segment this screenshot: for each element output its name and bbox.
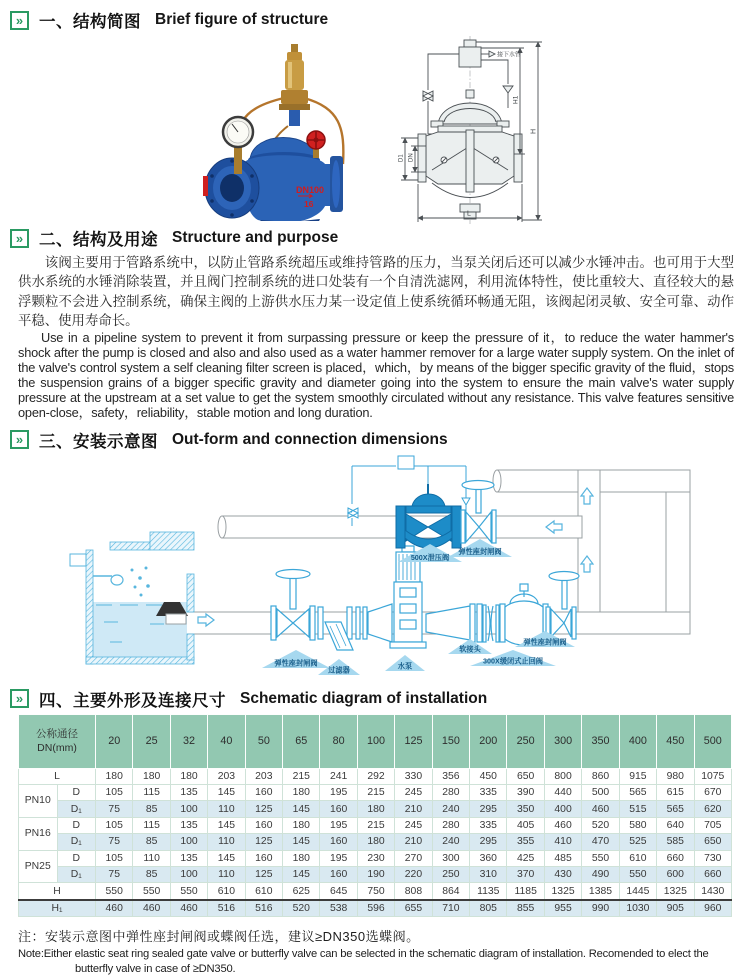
dimension-value: 460 (582, 801, 619, 817)
dimension-value: 145 (283, 834, 320, 850)
dimension-value: 550 (170, 883, 207, 900)
dimension-value: 410 (544, 834, 581, 850)
dimension-value: 485 (544, 850, 581, 866)
dimension-value: 145 (283, 866, 320, 882)
dn-column-header: 150 (432, 714, 469, 768)
row-label: L (19, 768, 96, 784)
dimension-value: 490 (582, 866, 619, 882)
dim-h1-label: H1 (512, 95, 520, 104)
dimension-value: 195 (320, 785, 357, 801)
dimension-value: 110 (208, 801, 245, 817)
note-zh: 注：安装示意图中弹性座封闸阀或蝶阀任选，建议≥DN350选蝶阀。 (18, 929, 420, 945)
row-label: H₁ (19, 900, 96, 917)
schematic-label: 水泵 (397, 661, 413, 671)
dimension-value: 350 (507, 801, 544, 817)
dimension-value: 85 (133, 866, 170, 882)
pn-group-label: PN16 (19, 817, 58, 850)
dimension-value: 280 (432, 817, 469, 833)
dn-column-header: 25 (133, 714, 170, 768)
dn-column-header: 80 (320, 714, 357, 768)
dimension-value: 370 (507, 866, 544, 882)
dimension-value: 460 (170, 900, 207, 917)
dimension-value: 105 (96, 817, 133, 833)
dn-column-header: 40 (208, 714, 245, 768)
dimension-value: 585 (657, 834, 694, 850)
dimension-value: 516 (245, 900, 282, 917)
row-label: D (57, 785, 96, 801)
row-label: H (19, 883, 96, 900)
dn-column-header: 250 (507, 714, 544, 768)
schematic-label: 过滤器 (328, 665, 350, 675)
dimension-value: 980 (657, 768, 694, 784)
dimension-value: 460 (96, 900, 133, 917)
dimension-value: 135 (170, 785, 207, 801)
dimension-value: 1030 (619, 900, 656, 917)
dn-column-header: 125 (395, 714, 432, 768)
dimension-value: 645 (320, 883, 357, 900)
schematic-label: 300X缓闭式止回阀 (483, 656, 543, 666)
table-corner-header: 公称通径 DN(mm) (19, 714, 96, 768)
dimension-value: 210 (395, 834, 432, 850)
dimension-value: 210 (395, 801, 432, 817)
schematic-label: 软接头 (459, 644, 481, 654)
dn-column-header: 300 (544, 714, 581, 768)
dimension-value: 125 (245, 866, 282, 882)
purpose-text-zh: 该阀主要用于管路系统中，以防止管路系统超压或维持管路的压力，当泵关闭后还可以减少水锤冲击。也可用于大型供水系统的水锤消除装置，并且阀门控制系统的进口处装有一个自清洗滤网，利用流体特性，使比重较大、直径较大的悬浮颗粒不会进入控制系统，确保主阀的上游供水压力某一设定值上使系统循环畅通无阻，该阀起闭灵敏、安全可靠、动作平稳、使用寿命长。 (18, 255, 734, 328)
dimension-value: 610 (208, 883, 245, 900)
dn-column-header: 100 (357, 714, 394, 768)
table-row (19, 817, 732, 833)
dimension-value: 550 (582, 850, 619, 866)
dimension-value: 145 (208, 850, 245, 866)
dimension-value: 356 (432, 768, 469, 784)
dn-column-header: 450 (657, 714, 694, 768)
dimension-value: 270 (395, 850, 432, 866)
valve-photo (192, 36, 372, 221)
dimension-value: 180 (133, 768, 170, 784)
dimension-value: 450 (470, 768, 507, 784)
dimension-value: 640 (657, 817, 694, 833)
dimension-value: 650 (507, 768, 544, 784)
dimension-value: 100 (170, 801, 207, 817)
dimension-value: 115 (133, 785, 170, 801)
dimension-value: 610 (619, 850, 656, 866)
dimension-value: 550 (619, 866, 656, 882)
dim-h-label: H (530, 128, 538, 134)
schematic-label: 弹性座封闸阀 (274, 658, 318, 668)
dimension-value: 105 (96, 850, 133, 866)
dimension-value: 330 (395, 768, 432, 784)
dimension-value: 1385 (582, 883, 619, 900)
dimension-value: 75 (96, 866, 133, 882)
dimension-value: 805 (470, 900, 507, 917)
dimension-value: 160 (245, 850, 282, 866)
dimension-value: 160 (245, 785, 282, 801)
dimension-value: 135 (170, 850, 207, 866)
dimension-value: 655 (395, 900, 432, 917)
dn-column-header: 200 (470, 714, 507, 768)
row-label: D₁ (57, 834, 96, 850)
dimension-value: 905 (657, 900, 694, 917)
section-2-title (10, 226, 750, 250)
dn-column-header: 65 (283, 714, 320, 768)
table-row (19, 866, 732, 882)
table-row (19, 900, 732, 917)
schematic-label: 弹性座封闸阀 (523, 637, 567, 647)
dimension-value: 180 (283, 850, 320, 866)
dimension-value: 85 (133, 834, 170, 850)
dimension-value: 520 (582, 817, 619, 833)
dimension-value: 516 (208, 900, 245, 917)
pn-group-label: PN25 (19, 850, 58, 883)
dimension-value: 215 (357, 785, 394, 801)
dimension-value: 730 (694, 850, 732, 866)
section-3-title-zh: 三、安装示意图 (39, 432, 158, 451)
dimension-value: 460 (544, 817, 581, 833)
dimension-value: 145 (283, 801, 320, 817)
dimension-value: 1325 (544, 883, 581, 900)
dimension-value: 460 (133, 900, 170, 917)
dimension-value: 425 (507, 850, 544, 866)
dimension-value: 180 (283, 785, 320, 801)
dimension-value: 550 (96, 883, 133, 900)
dimension-value: 990 (582, 900, 619, 917)
dimension-value: 596 (357, 900, 394, 917)
dn-column-header: 50 (245, 714, 282, 768)
dimension-value: 538 (320, 900, 357, 917)
dimension-value: 550 (133, 883, 170, 900)
dimension-value: 180 (357, 834, 394, 850)
table-row (19, 785, 732, 801)
valve-cross-section-drawing (388, 34, 573, 226)
section-3-title (10, 428, 750, 452)
dimension-value: 335 (470, 817, 507, 833)
dimension-value: 600 (657, 866, 694, 882)
dimension-value: 250 (432, 866, 469, 882)
dimension-value: 960 (694, 900, 732, 917)
dimension-value: 190 (357, 866, 394, 882)
dimension-value: 110 (208, 834, 245, 850)
dimension-value: 240 (432, 834, 469, 850)
valve-marking-pn: 16 (304, 199, 314, 209)
section-2-title-en: Structure and purpose (172, 229, 339, 246)
dimension-value: 705 (694, 817, 732, 833)
dimension-value: 115 (133, 817, 170, 833)
dimension-value: 360 (470, 850, 507, 866)
dimension-value: 180 (283, 817, 320, 833)
dim-dn-label: DN (408, 153, 415, 162)
dimension-value: 180 (170, 768, 207, 784)
dimension-value: 1445 (619, 883, 656, 900)
dimension-value: 405 (507, 817, 544, 833)
dim-d1-label: D1 (398, 154, 405, 162)
dimension-value: 855 (507, 900, 544, 917)
pn-group-label: PN10 (19, 785, 58, 818)
dimension-value: 625 (283, 883, 320, 900)
section-1-title-zh: 一、结构简图 (39, 13, 141, 31)
table-row (19, 850, 732, 866)
dimension-value: 430 (544, 866, 581, 882)
dimension-value: 520 (283, 900, 320, 917)
purpose-paragraphs (18, 253, 734, 421)
dimension-value: 292 (357, 768, 394, 784)
dimension-value: 565 (619, 785, 656, 801)
dimension-value: 400 (544, 801, 581, 817)
dimension-value: 160 (245, 817, 282, 833)
dimension-value: 241 (320, 768, 357, 784)
dimension-value: 390 (507, 785, 544, 801)
schematic-label: 弹性座封闸阀 (458, 546, 502, 556)
row-label: D (57, 850, 96, 866)
dimension-value: 125 (245, 834, 282, 850)
dimension-value: 525 (619, 834, 656, 850)
dimension-value: 85 (133, 801, 170, 817)
dimension-value: 808 (395, 883, 432, 900)
section-4-title-en: Schematic diagram of installation (240, 689, 488, 707)
dimension-value: 660 (694, 866, 732, 882)
dimension-value: 195 (320, 850, 357, 866)
dimension-value: 180 (357, 801, 394, 817)
dimension-value: 75 (96, 834, 133, 850)
section-4-title-zh: 四、主要外形及连接尺寸 (39, 691, 226, 710)
dimension-value: 230 (357, 850, 394, 866)
table-row (19, 883, 732, 900)
section-bullet-icon: » (10, 11, 29, 30)
dimension-value: 710 (432, 900, 469, 917)
dimension-value: 610 (245, 883, 282, 900)
dimension-value: 220 (395, 866, 432, 882)
dimension-value: 245 (395, 817, 432, 833)
dimension-value: 245 (395, 785, 432, 801)
dimension-value: 195 (320, 817, 357, 833)
section-2-title-zh: 二、结构及用途 (39, 231, 158, 249)
dimension-value: 145 (208, 785, 245, 801)
structure-figures (0, 34, 750, 224)
dimension-value: 295 (470, 834, 507, 850)
dimension-value: 105 (96, 785, 133, 801)
dimension-value: 1135 (470, 883, 507, 900)
dimension-value: 295 (470, 801, 507, 817)
dimension-value: 135 (170, 817, 207, 833)
dimension-value: 145 (208, 817, 245, 833)
dimension-value: 565 (657, 801, 694, 817)
dimension-value: 1185 (507, 883, 544, 900)
dimension-value: 75 (96, 801, 133, 817)
dimension-value: 915 (619, 768, 656, 784)
section-3-title-en: Out-form and connection dimensions (172, 430, 448, 448)
dimension-value: 203 (208, 768, 245, 784)
dimension-value: 160 (320, 866, 357, 882)
dimension-value: 215 (283, 768, 320, 784)
section-1-title (10, 8, 750, 32)
dimension-value: 180 (96, 768, 133, 784)
dn-column-header: 500 (694, 714, 732, 768)
table-row (19, 801, 732, 817)
dimension-value: 310 (470, 866, 507, 882)
installation-schematic (0, 454, 750, 687)
row-label: D₁ (57, 801, 96, 817)
dimension-value: 215 (357, 817, 394, 833)
dimension-value: 1325 (657, 883, 694, 900)
dimension-value: 280 (432, 785, 469, 801)
dimension-value: 800 (544, 768, 581, 784)
drawing-pipe-note: 接下水管 (497, 52, 522, 59)
dimension-value: 160 (320, 834, 357, 850)
schematic-label: 500X泄压阀 (410, 552, 450, 562)
row-label: D (57, 817, 96, 833)
row-label: D₁ (57, 866, 96, 882)
dimensions-table (18, 714, 732, 918)
dimension-value: 515 (619, 801, 656, 817)
dimension-value: 620 (694, 801, 732, 817)
dimension-value: 100 (170, 834, 207, 850)
valve-marking-dn: DN100 (296, 185, 325, 195)
dimension-value: 355 (507, 834, 544, 850)
dn-column-header: 400 (619, 714, 656, 768)
dimension-value: 580 (619, 817, 656, 833)
dimension-value: 110 (208, 866, 245, 882)
dimension-value: 240 (432, 801, 469, 817)
dimension-value: 860 (582, 768, 619, 784)
dimension-value: 470 (582, 834, 619, 850)
dimension-value: 203 (245, 768, 282, 784)
dimension-value: 110 (133, 850, 170, 866)
dimension-value: 660 (657, 850, 694, 866)
dn-column-header: 350 (582, 714, 619, 768)
section-bullet-icon: » (10, 430, 29, 449)
dimension-value: 1075 (694, 768, 732, 784)
dimension-value: 955 (544, 900, 581, 917)
dimension-value: 335 (470, 785, 507, 801)
dn-column-header: 32 (170, 714, 207, 768)
dimension-value: 500 (582, 785, 619, 801)
section-1-title-en: Brief figure of structure (155, 11, 329, 28)
dimension-value: 440 (544, 785, 581, 801)
dim-l-label: L (467, 210, 471, 218)
dimension-value: 864 (432, 883, 469, 900)
purpose-text-en: Use in a pipeline system to prevent it from surpassing pressure or keep the pressure of it，to reduce the water hammer's shock after the pump is closed and also and also used as a water hammer remover for a large water supply system. On the inlet of the valve's control system a self cleaning filter screen is placed，which，by means of the bigger specific gravity of the fluid，stops the suspension grains of a bigger specific gravity and diameter going into the system to ensure the main valve's water supply pressure at the upstream at a set value to get the system smoothly circulated without any resistance. This valve features sensitive open-close，safety，reliability，stable motion and long duration. (18, 330, 734, 420)
section-bullet-icon: » (10, 229, 29, 248)
section-4-title (10, 687, 750, 711)
dimension-value: 650 (694, 834, 732, 850)
dimension-value: 100 (170, 866, 207, 882)
table-row (19, 834, 732, 850)
dn-column-header: 20 (96, 714, 133, 768)
dimension-value: 300 (432, 850, 469, 866)
dimension-value: 125 (245, 801, 282, 817)
table-row (19, 768, 732, 784)
dimension-value: 1430 (694, 883, 732, 900)
dimension-value: 670 (694, 785, 732, 801)
dimension-value: 750 (357, 883, 394, 900)
dimension-value: 615 (657, 785, 694, 801)
note-en: Note:Either elastic seat ring sealed gate valve or butterfly valve can be selected in the schematic diagram of installation. Recomended to elect the butterfly valve in case of ≥DN350. (18, 948, 709, 975)
section-bullet-icon: » (10, 689, 29, 708)
dimension-value: 160 (320, 801, 357, 817)
